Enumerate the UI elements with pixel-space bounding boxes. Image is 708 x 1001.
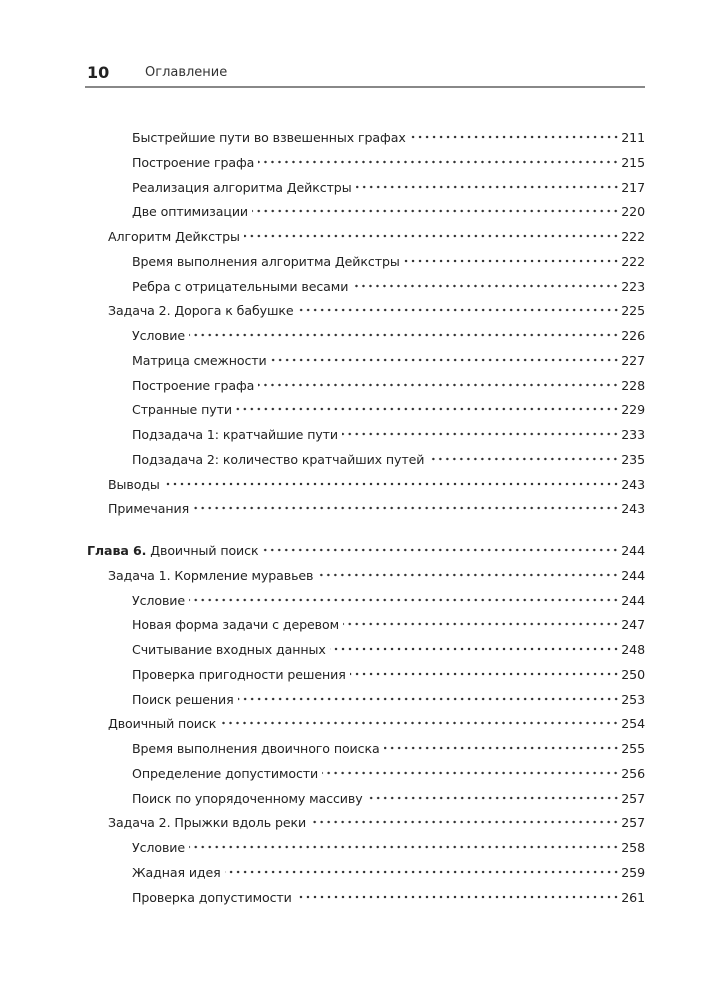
entry-page: 256 — [621, 765, 645, 781]
dot-leader — [352, 273, 619, 291]
dot-leader — [342, 421, 619, 439]
toc-entry[interactable] — [132, 587, 645, 608]
entry-page: 211 — [621, 130, 645, 145]
entry-page: 254 — [621, 716, 645, 732]
entry-title: Выводы — [108, 476, 160, 492]
entry-title: Построение графа — [132, 377, 255, 393]
entry-title: Странные пути — [132, 402, 232, 418]
entry-page: 235 — [621, 451, 645, 467]
dot-leader — [258, 149, 619, 167]
entry-page: 229 — [621, 402, 645, 418]
dot-leader — [343, 611, 619, 629]
entry-page: 227 — [621, 352, 645, 368]
toc-entry[interactable] — [132, 421, 645, 442]
entry-page: 217 — [621, 179, 645, 195]
dot-leader — [252, 198, 619, 216]
toc-entry[interactable] — [108, 809, 645, 831]
entry-title: Матрица смежности — [132, 352, 267, 368]
toc-entry[interactable] — [132, 834, 645, 855]
dot-leader — [350, 661, 620, 679]
entry-page: 215 — [621, 154, 645, 170]
dot-leader — [298, 297, 620, 315]
dot-leader — [384, 735, 620, 753]
entry-title: Время выполнения двоичного поиска — [132, 741, 380, 756]
entry-page: 233 — [621, 427, 645, 442]
entry-page: 220 — [621, 204, 645, 220]
dot-leader — [238, 686, 620, 704]
toc-entry[interactable] — [108, 297, 645, 319]
toc-entry[interactable] — [108, 471, 645, 492]
entry-title: Условие — [132, 592, 186, 608]
dot-leader — [189, 322, 619, 340]
entry-page: 250 — [621, 666, 645, 682]
entry-title: Двоичный поиск — [108, 716, 217, 732]
entry-title: Поиск по упорядоченному массиву — [132, 790, 363, 806]
entry-title: Реализация алгоритма Дейкстры — [132, 179, 352, 195]
entry-page: 223 — [621, 278, 645, 294]
entry-title: Считывание входных данных — [132, 642, 326, 657]
entry-page: 253 — [621, 691, 645, 707]
entry-page: 225 — [621, 303, 645, 319]
entry-page: 222 — [621, 229, 645, 244]
entry-title: Определение допустимости — [132, 765, 319, 781]
entry-title: Задача 2. Дорога к бабушке — [108, 303, 294, 319]
entry-title: Время выполнения алгоритма Дейкстры — [132, 253, 400, 269]
dot-leader — [236, 396, 619, 414]
dot-leader — [322, 760, 619, 778]
entry-page: 243 — [621, 501, 645, 517]
entry-title: Условие — [132, 840, 186, 855]
toc-entry[interactable] — [108, 495, 645, 517]
header-rule — [85, 86, 645, 88]
entry-page: 259 — [621, 864, 645, 880]
entry-title: Алгоритм Дейкстры — [108, 229, 240, 244]
dot-leader — [220, 710, 619, 728]
dot-leader — [404, 248, 620, 266]
toc-entry[interactable] — [132, 661, 645, 682]
entry-title: Проверка допустимости — [132, 889, 292, 905]
dot-leader — [330, 636, 620, 654]
entry-title: Примечания — [108, 501, 190, 517]
dot-leader — [271, 347, 620, 365]
entry-title: Ребра с отрицательными весами — [132, 278, 349, 294]
entry-page: 228 — [621, 377, 645, 393]
entry-title: Подзадача 2: количество кратчайших путей — [132, 451, 425, 467]
entry-page: 222 — [621, 253, 645, 269]
toc-entry[interactable] — [132, 273, 645, 294]
dot-leader — [193, 495, 619, 513]
entry-page: 244 — [621, 543, 645, 558]
toc-entry[interactable] — [108, 223, 645, 244]
entry-title: Новая форма задачи с деревом — [132, 617, 340, 633]
entry-page: 255 — [621, 741, 645, 756]
toc-entry[interactable] — [132, 785, 645, 806]
page-number: 10 — [87, 63, 110, 82]
chapter-label: Глава 6. — [87, 543, 147, 558]
toc-entry[interactable] — [132, 347, 645, 368]
dot-leader — [189, 834, 619, 852]
dot-leader — [225, 859, 620, 877]
entry-title: Быстрейшие пути во взвешенных графах — [132, 130, 406, 145]
entry-page: 257 — [621, 790, 645, 806]
entry-title: Поиск решения — [132, 691, 234, 707]
dot-leader — [410, 124, 620, 142]
toc-entry[interactable] — [132, 174, 645, 195]
toc-entry[interactable] — [132, 248, 645, 269]
toc-entry[interactable] — [132, 735, 645, 756]
dot-leader — [367, 785, 620, 803]
entry-title: Двоичный поиск — [150, 543, 259, 558]
toc-entry[interactable] — [132, 859, 645, 880]
dot-leader — [310, 809, 619, 827]
entry-page: 248 — [621, 642, 645, 657]
dot-leader — [164, 471, 619, 489]
toc-entry[interactable] — [132, 636, 645, 657]
toc-entry[interactable] — [132, 686, 645, 707]
entry-title: Две оптимизации — [132, 204, 249, 220]
entry-title: Жадная идея — [132, 864, 221, 880]
running-header-title: Оглавление — [145, 65, 228, 80]
toc-entry[interactable] — [132, 149, 645, 170]
dot-leader — [258, 372, 619, 390]
toc-entry[interactable] — [132, 611, 645, 633]
entry-title: Задача 2. Прыжки вдоль реки — [108, 815, 307, 831]
toc-chapter[interactable] — [87, 537, 645, 558]
entry-page: 261 — [621, 889, 645, 905]
toc-entry[interactable] — [132, 372, 645, 393]
dot-leader — [317, 562, 619, 580]
entry-page: 247 — [621, 617, 645, 633]
entry-title: Задача 1. Кормление муравьев — [108, 567, 314, 583]
entry-title: Условие — [132, 328, 186, 343]
toc-entry[interactable] — [132, 198, 645, 220]
entry-page: 258 — [621, 840, 645, 855]
entry-title: Подзадача 1: кратчайшие пути — [132, 427, 339, 442]
entry-page: 244 — [621, 567, 645, 583]
toc-entry[interactable] — [132, 124, 645, 145]
toc-entry[interactable] — [132, 446, 645, 467]
dot-leader — [189, 587, 619, 605]
dot-leader — [262, 537, 619, 555]
entry-title: Построение графа — [132, 154, 255, 170]
entry-page: 257 — [621, 815, 645, 831]
toc-entry[interactable] — [132, 322, 645, 343]
toc-entry[interactable] — [132, 760, 645, 781]
dot-leader — [428, 446, 619, 464]
toc-entry[interactable] — [108, 562, 645, 583]
dot-leader — [356, 174, 620, 192]
entry-page: 226 — [621, 328, 645, 343]
entry-title: Проверка пригодности решения — [132, 666, 346, 682]
toc-entry[interactable] — [132, 884, 645, 905]
dot-leader — [244, 223, 619, 241]
entry-page: 243 — [621, 476, 645, 492]
toc-entry[interactable] — [108, 710, 645, 732]
toc-entry[interactable] — [132, 396, 645, 418]
dot-leader — [296, 884, 619, 902]
entry-page: 244 — [621, 592, 645, 608]
